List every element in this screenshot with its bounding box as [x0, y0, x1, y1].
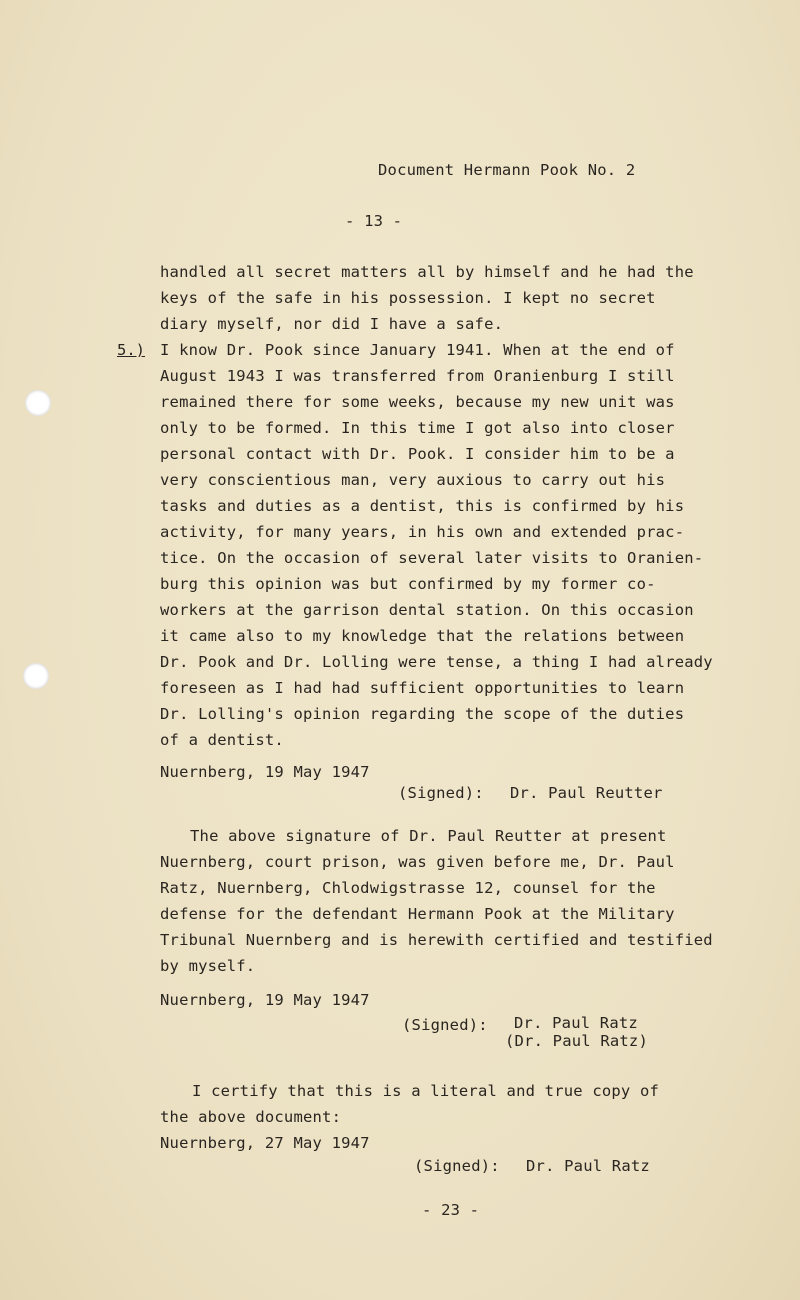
body-line-16: Dr. Pook and Dr. Lolling were tense, a thing I had already [160, 653, 713, 671]
body-line-19: of a dentist. [160, 731, 284, 749]
signature-2-signer-parenthetical: (Dr. Paul Ratz) [505, 1032, 648, 1050]
page-marker: - 13 - [345, 212, 403, 230]
certification-2-line-2: the above document: [160, 1108, 342, 1126]
body-line-7: only to be formed. In this time I got also into closer [160, 419, 675, 437]
certification-1-line-5: Tribunal Nuernberg and is herewith certified and testified [160, 931, 713, 949]
certification-2-place-date: Nuernberg, 27 May 1947 [160, 1134, 370, 1152]
footer-page-number: - 23 - [422, 1201, 480, 1219]
body-line-13: burg this opinion was but confirmed by my former co- [160, 575, 656, 593]
punch-hole-bottom [23, 663, 49, 689]
signature-1-signer: Dr. Paul Reutter [510, 784, 663, 802]
certification-1-line-3: Ratz, Nuernberg, Chlodwigstrasse 12, counsel for the [160, 879, 656, 897]
certification-2-signer: Dr. Paul Ratz [526, 1157, 650, 1175]
body-line-11: activity, for many years, in his own and extended prac- [160, 523, 685, 541]
body-line-18: Dr. Lolling's opinion regarding the scope of the duties [160, 705, 685, 723]
punch-hole-top [25, 390, 51, 416]
certification-1-line-2: Nuernberg, court prison, was given before me, Dr. Paul [160, 853, 675, 871]
certification-1-line-6: by myself. [160, 957, 256, 975]
body-line-12: tice. On the occasion of several later visits to Oranien- [160, 549, 704, 567]
body-line-3: diary myself, nor did I have a safe. [160, 315, 504, 333]
body-line-6: remained there for some weeks, because my new unit was [160, 393, 675, 411]
body-line-14: workers at the garrison dental station. On this occasion [160, 601, 694, 619]
body-line-17: foreseen as I had had sufficient opportunities to learn [160, 679, 685, 697]
certification-2-signed-label: (Signed): [414, 1157, 500, 1175]
body-line-1: handled all secret matters all by himself and he had the [160, 263, 694, 281]
body-line-2: keys of the safe in his possession. I kept no secret [160, 289, 656, 307]
signature-1-place-date: Nuernberg, 19 May 1947 [160, 763, 370, 781]
body-line-15: it came also to my knowledge that the relations between [160, 627, 685, 645]
body-line-9: very conscientious man, very auxious to carry out his [160, 471, 666, 489]
signature-2-signed-label: (Signed): [402, 1016, 488, 1034]
certification-1-line-4: defense for the defendant Hermann Pook at the Military [160, 905, 675, 923]
certification-2-line-1: I certify that this is a literal and true copy of [192, 1082, 660, 1100]
signature-2-place-date: Nuernberg, 19 May 1947 [160, 991, 370, 1009]
paragraph-number: 5.) [117, 341, 145, 359]
document-title: Document Hermann Pook No. 2 [378, 161, 636, 179]
signature-1-signed-label: (Signed): [398, 784, 484, 802]
signature-2-signer: Dr. Paul Ratz [514, 1014, 638, 1032]
certification-1-line-1: The above signature of Dr. Paul Reutter at present [190, 827, 667, 845]
body-line-8: personal contact with Dr. Pook. I consider him to be a [160, 445, 675, 463]
body-line-4: I know Dr. Pook since January 1941. When at the end of [160, 341, 675, 359]
body-line-10: tasks and duties as a dentist, this is confirmed by his [160, 497, 685, 515]
body-line-5: August 1943 I was transferred from Oranienburg I still [160, 367, 675, 385]
